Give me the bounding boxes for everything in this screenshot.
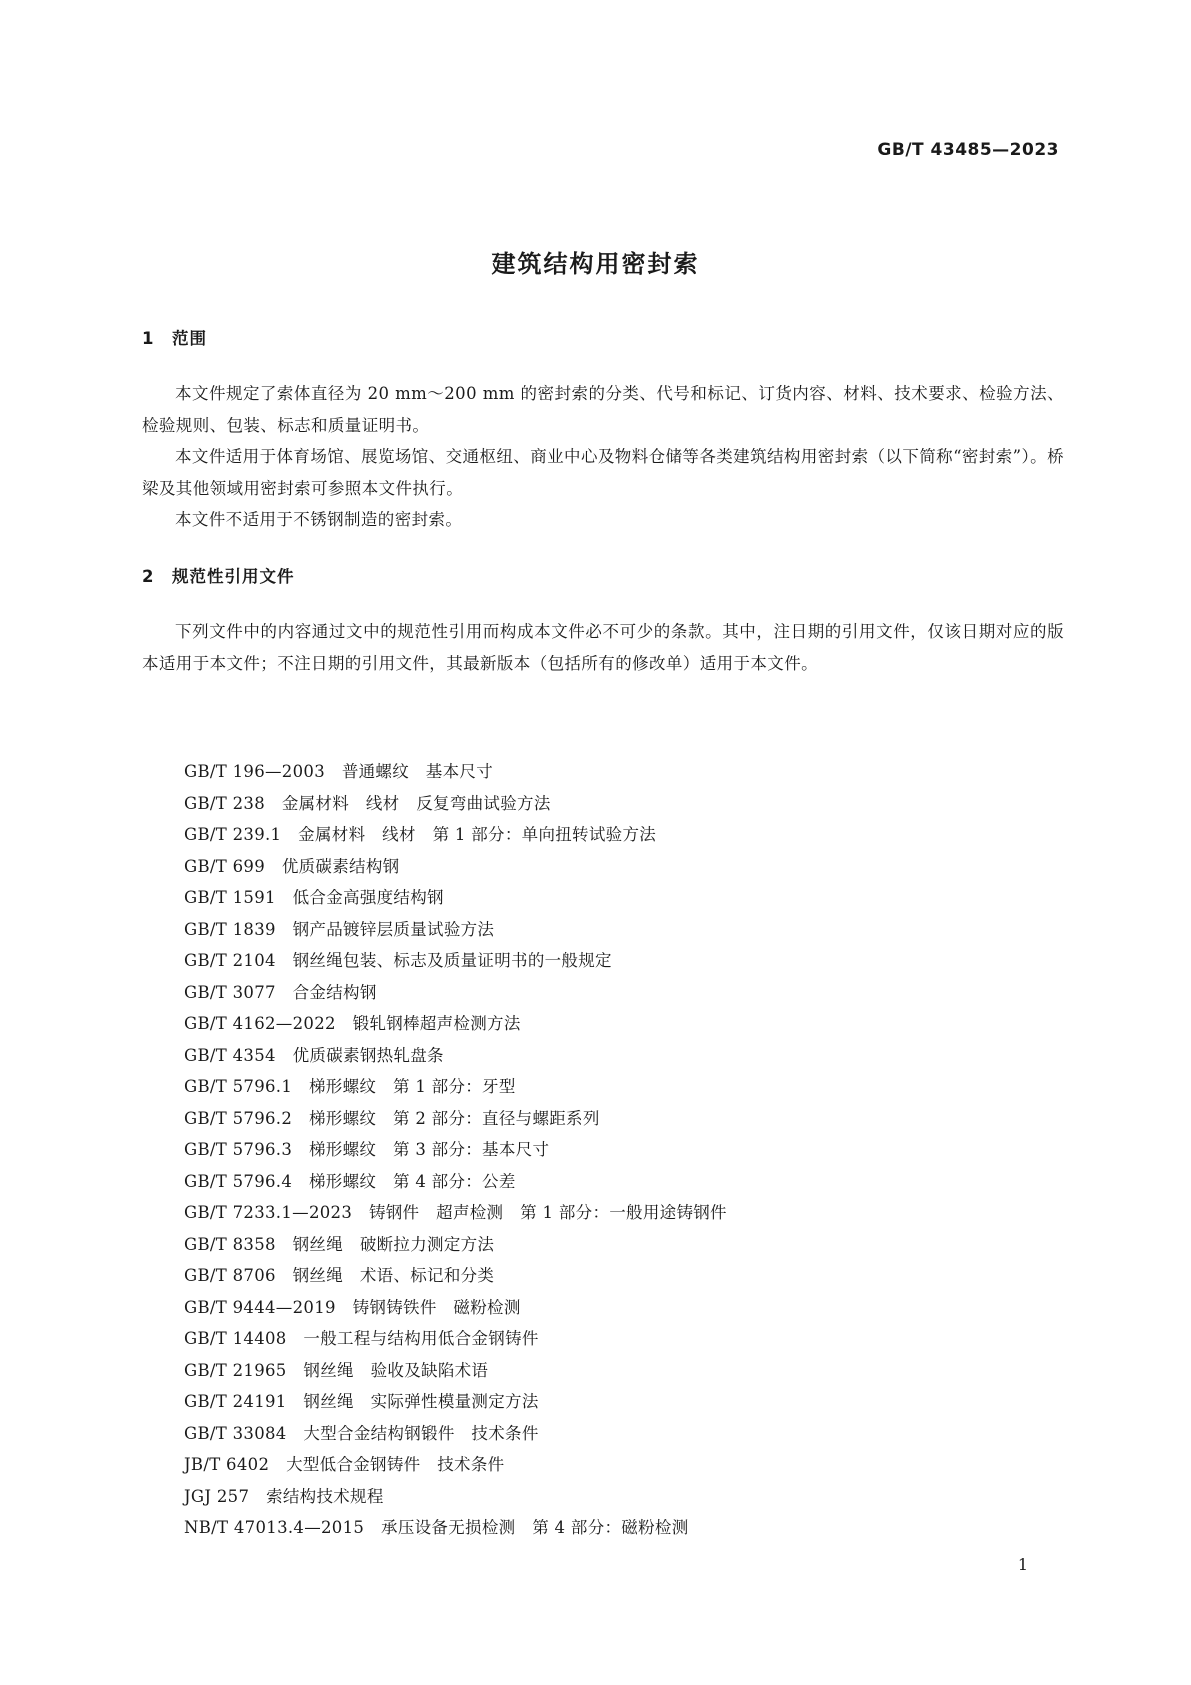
reference-separator	[269, 1455, 286, 1474]
reference-item	[184, 1166, 1064, 1198]
reference-item	[184, 1008, 1064, 1040]
reference-separator	[281, 825, 298, 844]
reference-separator	[276, 951, 293, 970]
section-2-body	[142, 616, 1064, 679]
reference-separator	[364, 1518, 381, 1537]
reference-code: GB/T 1591	[184, 888, 276, 907]
reference-code: GB/T 14408	[184, 1329, 287, 1348]
reference-code: GB/T 5796.3	[184, 1140, 293, 1159]
reference-code: GB/T 24191	[184, 1392, 287, 1411]
reference-title: 梯形螺纹 第 2 部分：直径与螺距系列	[308, 1108, 600, 1128]
reference-separator	[325, 762, 342, 781]
reference-title: 梯形螺纹 第 3 部分：基本尺寸	[308, 1140, 550, 1159]
reference-code: GB/T 7233.1—2023	[184, 1203, 353, 1222]
reference-item	[184, 882, 1064, 914]
document-title: 建筑结构用密封索	[491, 250, 700, 278]
reference-title: 梯形螺纹 第 1 部分：牙型	[308, 1077, 516, 1096]
reference-item	[184, 1197, 1064, 1229]
reference-code: GB/T 5796.1	[184, 1077, 293, 1096]
normative-reference-list	[184, 756, 1064, 1544]
reference-separator	[276, 983, 293, 1002]
reference-separator	[249, 1487, 266, 1506]
reference-item	[184, 945, 1064, 977]
reference-separator	[352, 1203, 369, 1222]
reference-item	[184, 1260, 1064, 1292]
reference-title: 合金结构钢	[292, 982, 377, 1002]
reference-title: 优质碳素钢热轧盘条	[292, 1045, 444, 1065]
paragraph: 本文件不适用于不锈钢制造的密封索。	[175, 510, 463, 529]
reference-code: GB/T 2104	[184, 951, 276, 970]
reference-separator	[276, 1235, 293, 1254]
reference-separator	[292, 1140, 309, 1159]
section-number: 1	[142, 329, 155, 348]
reference-title: 承压设备无损检测 第 4 部分：磁粉检测	[381, 1518, 689, 1537]
reference-item	[184, 977, 1064, 1009]
reference-code: GB/T 3077	[184, 982, 276, 1002]
reference-title: 钢丝绳 破断拉力测定方法	[292, 1234, 495, 1254]
reference-separator	[287, 1392, 304, 1411]
reference-separator	[292, 1109, 309, 1128]
reference-separator	[287, 1329, 304, 1348]
section-title: 规范性引用文件	[172, 567, 295, 586]
reference-item	[184, 1292, 1064, 1324]
reference-title: 铸钢铸铁件 磁粉检测	[352, 1297, 521, 1317]
section-title: 范围	[172, 329, 207, 348]
reference-title: 梯形螺纹 第 4 部分：公差	[308, 1171, 516, 1191]
reference-title: 优质碳素结构钢	[281, 856, 400, 876]
reference-title: 一般工程与结构用低合金钢铸件	[303, 1329, 539, 1348]
reference-code: GB/T 239.1	[184, 825, 282, 844]
reference-item	[184, 1134, 1064, 1166]
reference-item	[184, 1229, 1064, 1261]
reference-code: GB/T 238	[184, 793, 266, 813]
reference-title: 钢产品镀锌层质量试验方法	[292, 919, 495, 939]
reference-code: GB/T 4162—2022	[184, 1014, 336, 1033]
reference-separator	[265, 857, 282, 876]
reference-item	[184, 788, 1064, 820]
reference-title: 普通螺纹 基本尺寸	[341, 762, 494, 781]
reference-title: 金属材料 线材 反复弯曲试验方法	[281, 793, 551, 813]
reference-item	[184, 914, 1064, 946]
reference-title: 钢丝绳 术语、标记和分类	[292, 1266, 495, 1285]
reference-code: JB/T 6402	[184, 1455, 270, 1474]
reference-title: 大型合金结构钢锻件 技术条件	[303, 1423, 539, 1443]
reference-item	[184, 1040, 1064, 1072]
reference-separator	[287, 1424, 304, 1443]
reference-separator	[292, 1172, 309, 1191]
section-1-heading	[142, 325, 207, 349]
reference-title: 锻轧钢棒超声检测方法	[352, 1014, 521, 1033]
section-1-body	[142, 378, 1064, 536]
paragraph: 下列文件中的内容通过文中的规范性引用而构成本文件必不可少的条款。其中，注日期的引用文件，仅该日期对应的版本适用于本文件；不注日期的引用文件，其最新版本（包括所有的修改单）适用于本文件。	[142, 622, 1064, 673]
reference-item	[184, 1512, 1064, 1544]
reference-code: GB/T 8358	[184, 1234, 276, 1254]
standard-code: GB/T 43485—2023	[877, 140, 1059, 160]
paragraph: 本文件规定了索体直径为 20 mm～200 mm 的密封索的分类、代号和标记、订货内容、材料、技术要求、检验方法、检验规则、包装、标志和质量证明书。	[142, 384, 1064, 435]
reference-item	[184, 1103, 1064, 1135]
section-number: 2	[142, 567, 155, 586]
reference-item	[184, 1449, 1064, 1481]
reference-item	[184, 756, 1064, 788]
reference-separator	[336, 1014, 353, 1033]
reference-item	[184, 851, 1064, 883]
reference-item	[184, 819, 1064, 851]
reference-code: GB/T 4354	[184, 1045, 276, 1065]
page-number: 1	[1017, 1555, 1028, 1574]
reference-code: JGJ 257	[184, 1486, 250, 1506]
reference-title: 低合金高强度结构钢	[292, 888, 444, 907]
section-2-heading	[142, 563, 295, 587]
reference-title: 钢丝绳 实际弹性模量测定方法	[303, 1392, 539, 1411]
reference-item	[184, 1323, 1064, 1355]
reference-separator	[276, 920, 293, 939]
reference-title: 金属材料 线材 第 1 部分：单向扭转试验方法	[298, 825, 657, 844]
reference-separator	[336, 1298, 353, 1317]
reference-code: GB/T 196—2003	[184, 762, 325, 781]
reference-separator	[265, 794, 282, 813]
reference-title: 钢丝绳 验收及缺陷术语	[303, 1360, 489, 1380]
reference-item	[184, 1481, 1064, 1513]
reference-code: GB/T 5796.2	[184, 1108, 293, 1128]
reference-code: GB/T 9444—2019	[184, 1297, 336, 1317]
reference-title: 大型低合金钢铸件 技术条件	[286, 1455, 505, 1474]
reference-item	[184, 1386, 1064, 1418]
reference-separator	[276, 1266, 293, 1285]
reference-code: GB/T 699	[184, 856, 266, 876]
paragraph: 本文件适用于体育场馆、展览场馆、交通枢纽、商业中心及物料仓储等各类建筑结构用密封索（以下简称“密封索”）。桥梁及其他领域用密封索可参照本文件执行。	[142, 447, 1064, 498]
reference-item	[184, 1418, 1064, 1450]
reference-code: GB/T 8706	[184, 1266, 276, 1285]
reference-code: GB/T 33084	[184, 1423, 287, 1443]
reference-separator	[276, 888, 293, 907]
reference-code: NB/T 47013.4—2015	[184, 1518, 365, 1537]
reference-code: GB/T 5796.4	[184, 1171, 293, 1191]
reference-separator	[276, 1046, 293, 1065]
reference-title: 索结构技术规程	[266, 1486, 384, 1506]
reference-separator	[287, 1361, 304, 1380]
reference-title: 铸钢件 超声检测 第 1 部分：一般用途铸钢件	[368, 1203, 727, 1222]
reference-code: GB/T 21965	[184, 1360, 287, 1380]
reference-item	[184, 1355, 1064, 1387]
reference-title: 钢丝绳包装、标志及质量证明书的一般规定	[292, 951, 612, 970]
reference-code: GB/T 1839	[184, 919, 276, 939]
reference-separator	[292, 1077, 309, 1096]
reference-item	[184, 1071, 1064, 1103]
